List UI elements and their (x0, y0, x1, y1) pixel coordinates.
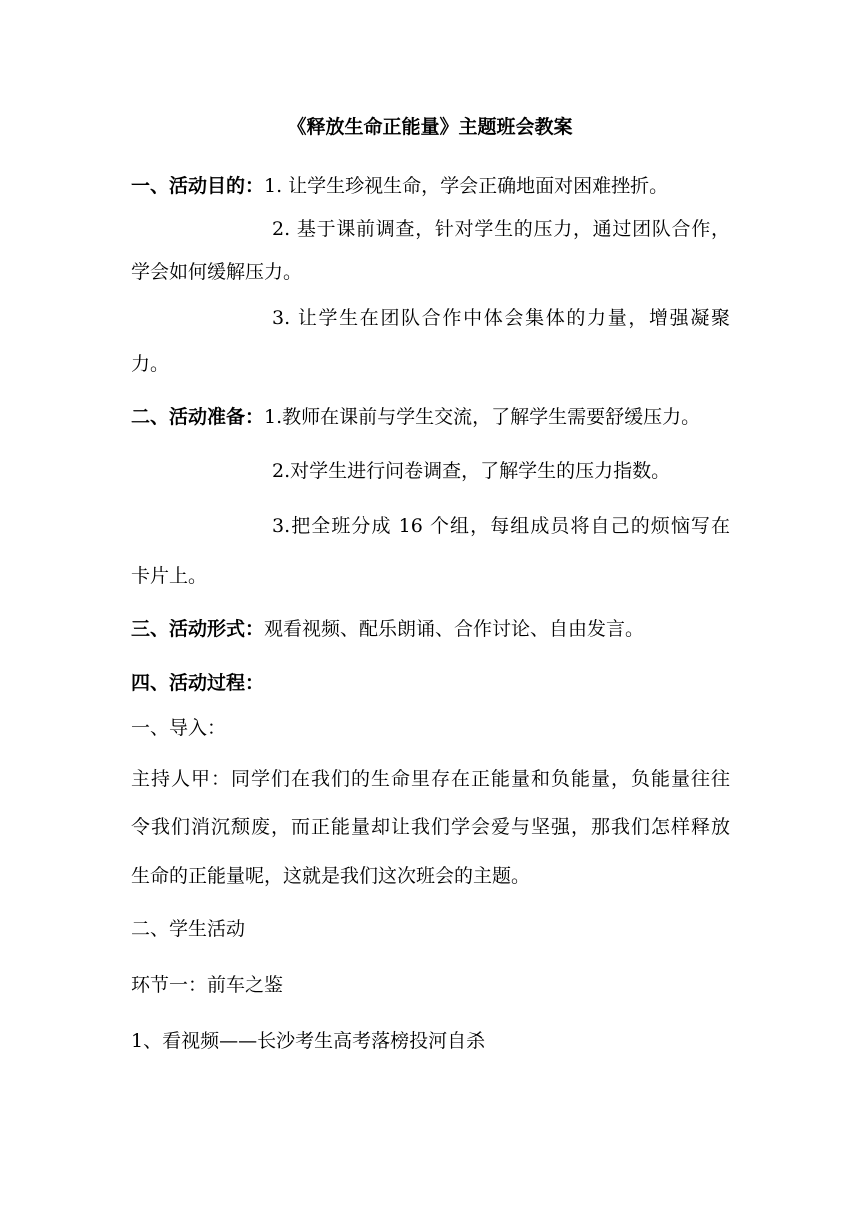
section-3-heading: 三、活动形式： (131, 618, 265, 640)
link-one-heading: 环节一：前车之鉴 (131, 974, 284, 996)
section-2-item-1: 1.教师在课前与学生交流，了解学生需要舒缓压力。 (264, 406, 701, 428)
section-1-item-1: 1. 让学生珍视生命，学会正确地面对困难挫折。 (264, 175, 669, 197)
section-1-item-2-line-1: 2. 基于课前调查，针对学生的压力，通过团队合作， (272, 218, 730, 240)
section-2-item-3-line-2: 卡片上。 (131, 565, 208, 587)
section-1-item-3-line-1: 3. 让学生在团队合作中体会集体的力量，增强凝聚 (272, 307, 730, 329)
section-1-heading: 一、活动目的： (131, 175, 265, 197)
section-4-line (131, 669, 264, 697)
section-2-heading: 二、活动准备： (131, 406, 265, 428)
document-title: 《释放生命正能量》主题班会教案 (287, 116, 573, 138)
section-1-line (131, 172, 668, 200)
host-paragraph-line-2: 令我们消沉颓废，而正能量却让我们学会爱与坚强，那我们怎样释放 (131, 816, 730, 838)
host-paragraph-line-3: 生命的正能量呢，这就是我们这次班会的主题。 (131, 865, 531, 887)
activity-heading: 二、学生活动 (131, 918, 246, 940)
section-2-item-2: 2.对学生进行问卷调查，了解学生的压力指数。 (272, 460, 671, 482)
section-1-item-2-line-2: 学会如何缓解压力。 (131, 261, 303, 283)
section-3-line (131, 615, 644, 643)
section-3-text: 观看视频、配乐朗诵、合作讨论、自由发言。 (264, 618, 645, 640)
host-paragraph-line-1: 主持人甲：同学们在我们的生命里存在正能量和负能量，负能量往往 (131, 768, 730, 790)
intro-heading: 一、导入： (131, 717, 227, 739)
video-item-1: 1、看视频——长沙考生高考落榜投河自杀 (131, 1030, 486, 1052)
section-1-item-3-line-2: 力。 (131, 353, 170, 375)
section-4-heading: 四、活动过程： (131, 672, 265, 694)
section-2-line (131, 403, 700, 431)
section-2-item-3-line-1: 3.把全班分成 16 个组，每组成员将自己的烦恼写在 (272, 515, 730, 537)
